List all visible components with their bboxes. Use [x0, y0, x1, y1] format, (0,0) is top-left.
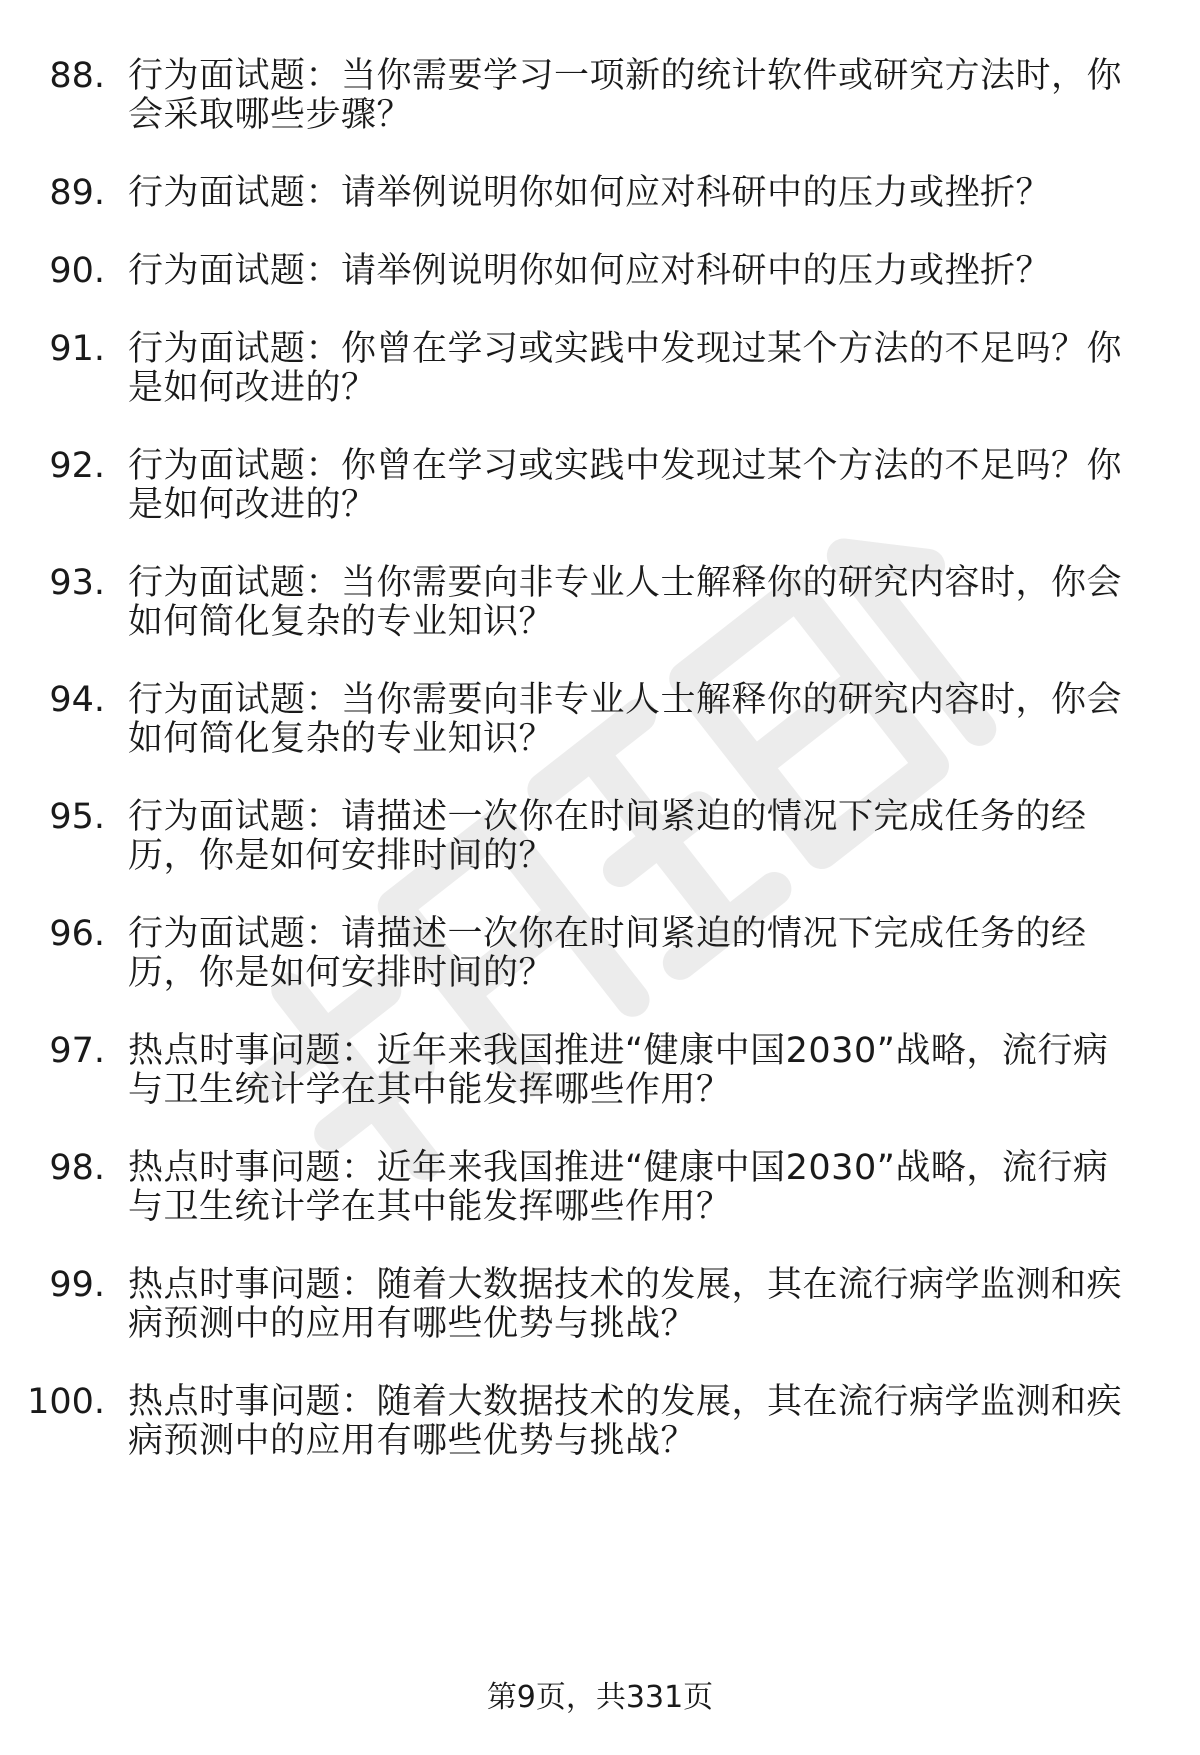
question-text-line: 行为面试题：你曾在学习或实践中发现过某个方法的不足吗？你: [128, 329, 1123, 369]
question-text: [128, 174, 1148, 213]
question-text-line: 行为面试题：当你需要向非专业人士解释你的研究内容时，你会: [128, 563, 1123, 603]
question-number: 97.: [49, 1031, 105, 1071]
question-text-line: 病预测中的应用有哪些优势与挑战？: [128, 1304, 697, 1344]
question-number: 89.: [49, 173, 105, 213]
question-text-line: 行为面试题：请举例说明你如何应对科研中的压力或挫折？: [128, 251, 1052, 291]
page-indicator: 第9页，共331页: [486, 1680, 714, 1715]
question-number: 92.: [49, 446, 105, 486]
question-number: 98.: [49, 1148, 105, 1188]
question-text: [128, 447, 1148, 525]
question-number: 93.: [49, 563, 105, 603]
question-number: 99.: [49, 1265, 105, 1305]
question-text-line: 如何简化复杂的专业知识？: [128, 602, 555, 642]
question-item: [0, 798, 1200, 915]
question-item: [0, 915, 1200, 1032]
question-text: [128, 57, 1148, 135]
question-text-line: 热点时事问题：近年来我国推进“健康中国2030”战略，流行病: [128, 1148, 1109, 1188]
question-text-line: 热点时事问题：随着大数据技术的发展，其在流行病学监测和疾: [128, 1265, 1123, 1305]
question-text-line: 如何简化复杂的专业知识？: [128, 719, 555, 759]
question-text-line: 行为面试题：请举例说明你如何应对科研中的压力或挫折？: [128, 173, 1052, 213]
question-text-line: 是如何改进的？: [128, 368, 377, 408]
question-number: 96.: [49, 914, 105, 954]
question-text: [128, 1149, 1148, 1227]
question-text-line: 与卫生统计学在其中能发挥哪些作用？: [128, 1187, 732, 1227]
question-item: [0, 174, 1200, 252]
question-text-line: 与卫生统计学在其中能发挥哪些作用？: [128, 1070, 732, 1110]
question-item: [0, 1266, 1200, 1383]
question-text: [128, 915, 1148, 993]
question-item: [0, 252, 1200, 330]
question-number: 91.: [49, 329, 105, 369]
question-text: [128, 1383, 1148, 1461]
question-text: [128, 330, 1148, 408]
page-footer: [0, 1680, 1200, 1716]
question-number: 90.: [49, 251, 105, 291]
question-text-line: 历，你是如何安排时间的？: [128, 836, 555, 876]
question-item: [0, 681, 1200, 798]
question-text: [128, 564, 1148, 642]
question-text-line: 热点时事问题：随着大数据技术的发展，其在流行病学监测和疾: [128, 1382, 1123, 1422]
question-text-line: 行为面试题：你曾在学习或实践中发现过某个方法的不足吗？你: [128, 446, 1123, 486]
question-number: 95.: [49, 797, 105, 837]
question-item: [0, 1032, 1200, 1149]
question-item: [0, 1383, 1200, 1500]
question-text-line: 行为面试题：当你需要向非专业人士解释你的研究内容时，你会: [128, 680, 1123, 720]
question-number: 100.: [27, 1382, 105, 1422]
question-text: [128, 681, 1148, 759]
question-text-line: 行为面试题：当你需要学习一项新的统计软件或研究方法时，你: [128, 56, 1123, 96]
question-item: [0, 57, 1200, 174]
question-text-line: 是如何改进的？: [128, 485, 377, 525]
question-item: [0, 330, 1200, 447]
question-number: 88.: [49, 56, 105, 96]
question-text: [128, 798, 1148, 876]
question-list: [0, 57, 1200, 1500]
question-text-line: 会采取哪些步骤？: [128, 95, 413, 135]
question-item: [0, 564, 1200, 681]
question-item: [0, 447, 1200, 564]
question-text: [128, 1032, 1148, 1110]
question-text-line: 热点时事问题：近年来我国推进“健康中国2030”战略，流行病: [128, 1031, 1109, 1071]
question-number: 94.: [49, 680, 105, 720]
question-text: [128, 252, 1148, 291]
question-text-line: 行为面试题：请描述一次你在时间紧迫的情况下完成任务的经: [128, 914, 1087, 954]
question-text-line: 行为面试题：请描述一次你在时间紧迫的情况下完成任务的经: [128, 797, 1087, 837]
question-text-line: 病预测中的应用有哪些优势与挑战？: [128, 1421, 697, 1461]
question-text-line: 历，你是如何安排时间的？: [128, 953, 555, 993]
question-item: [0, 1149, 1200, 1266]
question-text: [128, 1266, 1148, 1344]
